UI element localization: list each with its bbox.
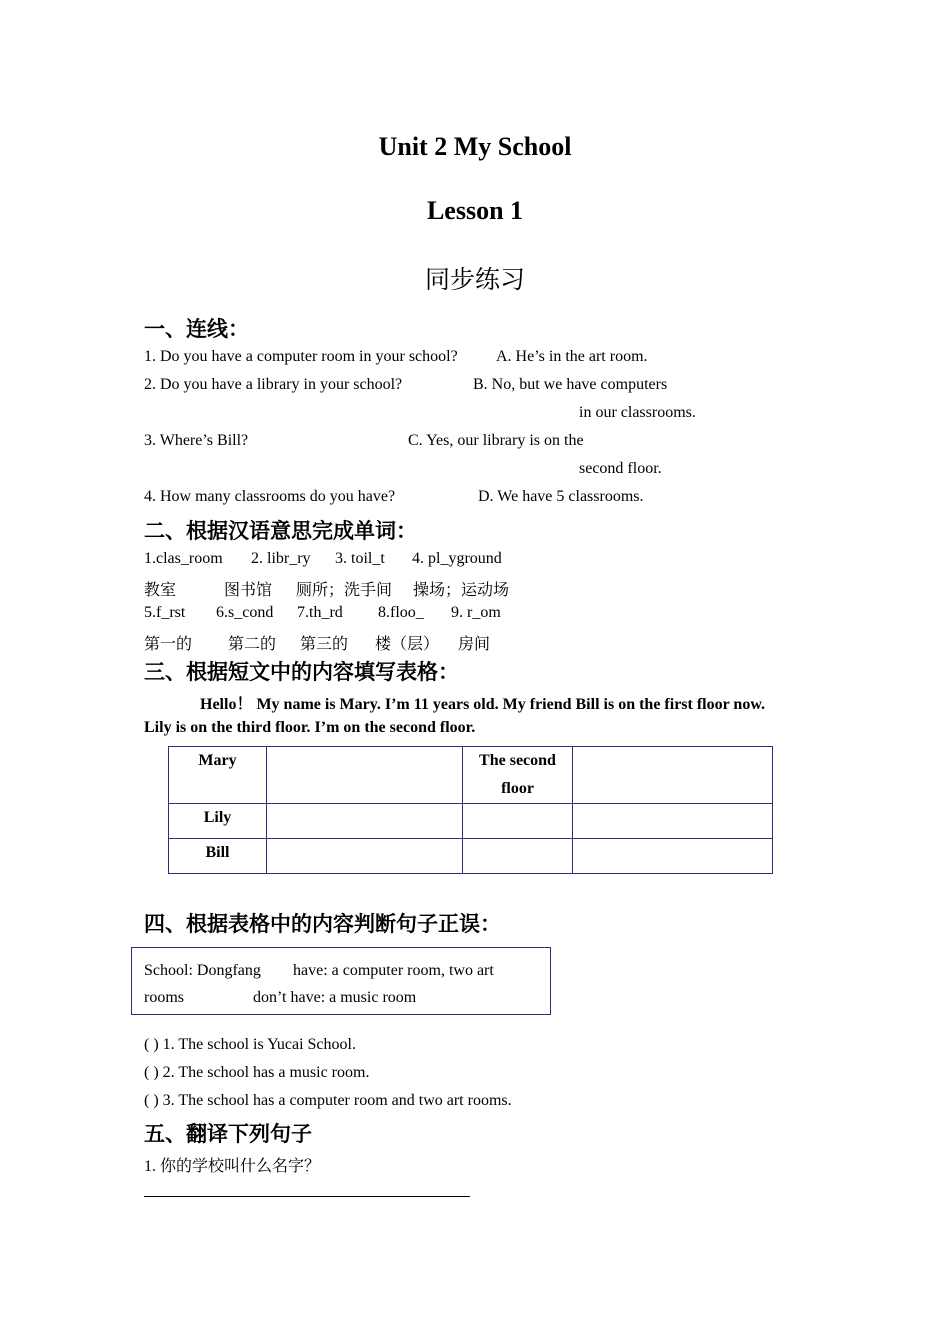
answer-line[interactable]	[144, 1196, 470, 1197]
word-meaning: 房间	[458, 636, 491, 653]
section5-heading: 五、翻译下列句子	[144, 1122, 312, 1146]
word-item: 4. pl_yground	[412, 550, 502, 567]
table-cell-blank[interactable]	[267, 804, 463, 839]
word-item: 2. libr_ry	[251, 550, 311, 567]
match-question-3: 3. Where’s Bill?	[144, 432, 249, 449]
match-answer-d: D. We have 5 classrooms.	[478, 488, 644, 505]
passage-line-2: Lily is on the third floor. I’m on the second floor.	[144, 719, 476, 736]
info-table	[168, 746, 773, 874]
word-meaning: 楼（层）	[375, 636, 440, 653]
table-cell-blank[interactable]	[267, 747, 463, 804]
match-answer-b-cont: in our classrooms.	[579, 404, 696, 421]
section2-heading: 二、根据汉语意思完成单词：	[144, 519, 417, 543]
table-cell-blank[interactable]	[463, 839, 573, 874]
word-item: 9. r_om	[451, 604, 501, 621]
match-answer-c-cont: second floor.	[579, 460, 662, 477]
judgement-item: ( ) 2. The school has a music room.	[144, 1064, 370, 1081]
table-cell-blank[interactable]	[463, 804, 573, 839]
word-item: 8.floo_	[378, 604, 424, 621]
box-text: have: a computer room, two art	[293, 962, 494, 979]
translation-question-1: 1. 你的学校叫什么名字？	[144, 1158, 321, 1175]
word-meaning: 第二的	[228, 636, 277, 653]
table-cell-name: Lily	[169, 804, 267, 839]
match-question-1: 1. Do you have a computer room in your school?	[144, 348, 458, 365]
table-cell-blank[interactable]	[573, 804, 773, 839]
lesson-title: Lesson 1	[426, 196, 524, 225]
passage-line-1: Hello！ My name is Mary. I’m 11 years old. My friend Bill is on the first floor now.	[200, 696, 765, 713]
table-cell-floor-line2: floor	[501, 780, 534, 797]
judgement-item: ( ) 3. The school has a computer room and two art rooms.	[144, 1092, 512, 1109]
table-cell-blank[interactable]	[573, 839, 773, 874]
word-meaning: 教室	[144, 582, 177, 599]
table-cell-blank[interactable]	[267, 839, 463, 874]
match-question-2: 2. Do you have a library in your school?	[144, 376, 403, 393]
judgement-item: ( ) 1. The school is Yucai School.	[144, 1036, 356, 1053]
word-item: 3. toil_t	[335, 550, 385, 567]
word-meaning: 厕所；洗手间	[296, 582, 393, 599]
box-text: rooms	[144, 989, 184, 1006]
match-answer-c: C. Yes, our library is on the	[408, 432, 584, 449]
word-item: 5.f_rst	[144, 604, 186, 621]
section1-heading: 一、连线：	[144, 317, 249, 341]
section4-heading: 四、根据表格中的内容判断句子正误：	[144, 912, 501, 936]
subtitle: 同步练习	[424, 265, 525, 294]
word-meaning: 图书馆	[224, 582, 273, 599]
word-meaning: 第一的	[144, 636, 193, 653]
box-text: School: Dongfang	[144, 962, 261, 979]
match-answer-a: A. He’s in the art room.	[496, 348, 648, 365]
word-item: 1.clas_room	[144, 550, 223, 567]
match-question-4: 4. How many classrooms do you have?	[144, 488, 396, 505]
table-cell-name: Mary	[169, 747, 267, 804]
box-text: don’t have: a music room	[253, 989, 417, 1006]
table-cell-floor	[463, 747, 573, 804]
table-cell-floor-line1: The second	[479, 752, 556, 769]
match-answer-b: B. No, but we have computers	[473, 376, 668, 393]
word-meaning: 第三的	[300, 636, 349, 653]
word-item: 7.th_rd	[297, 604, 343, 621]
section3-heading: 三、根据短文中的内容填写表格：	[144, 660, 459, 684]
table-cell-blank[interactable]	[573, 747, 773, 804]
word-item: 6.s_cond	[216, 604, 274, 621]
page-title: Unit 2 My School	[378, 132, 572, 161]
word-meaning: 操场；运动场	[413, 582, 510, 599]
table-cell-name: Bill	[169, 839, 267, 874]
